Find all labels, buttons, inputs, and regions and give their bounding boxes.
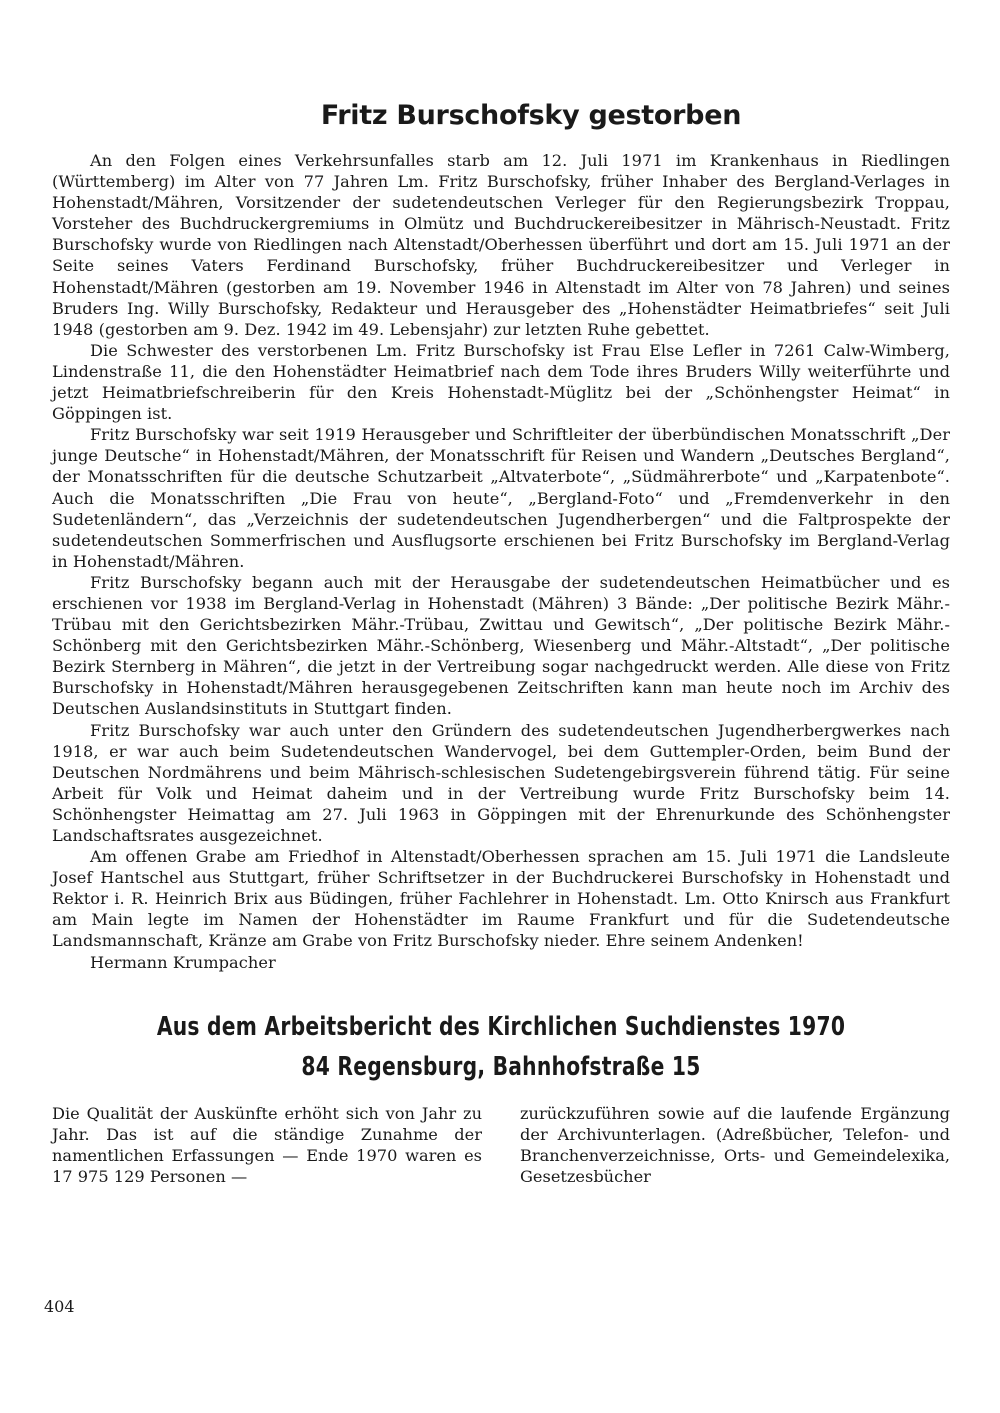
paragraph: Fritz Burschofsky begann auch mit der Herausgabe der sudetendeutschen Heimatbücher und es erschienen vor 1938 im Bergland-Verlag in Hohenstadt (Mähren) 3 Bände: „Der politische Bezirk Mähr.-Trübau mit den Gerichtsbezirken Mähr.-Trübau, Zwittau und Gewitsch“, „Der politische Bezirk Mähr.-Schönberg mit den Gerichtsbezirken Mähr.-Schönberg, Wiesenberg und Mähr.-Altstadt“, „Der politische Bezirk Sternberg in Mähren“, die jetzt in der Vertreibung sogar nachgedruckt werden. Alle diese von Fritz Burschofsky in Hohenstadt/Mähren herausgegebenen Zeitschriften kann man heute noch im Archiv des Deutschen Auslandsinstituts in Stuttgart finden. <box>52 572 950 719</box>
column-text: zurückzuführen sowie auf die laufende Ergänzung der Archivunterlagen. (Adreßbücher, Telefon- und Branchenverzeichnisse, Orts- und Gemeindelexika, Gesetzesbücher <box>520 1103 950 1186</box>
second-article-title <box>151 1007 851 1087</box>
two-column-body <box>52 1103 950 1187</box>
right-column <box>520 1103 950 1187</box>
paragraph: Am offenen Grabe am Friedhof in Altenstadt/Oberhessen sprachen am 15. Juli 1971 die Landsleute Josef Hantschel aus Stuttgart, früher Schriftsetzer in der Buchdruckerei Burschofsky in Hohenstadt und Rektor i. R. Heinrich Brix aus Büdingen, früher Fachlehrer in Hohenstadt. Lm. Otto Knirsch aus Frankfurt am Main legte im Namen der Hohenstädter im Raume Frankfurt und für die Sudetendeutsche Landsmannschaft, Kränze am Grabe von Fritz Burschofsky nieder. Ehre seinem Andenken! <box>52 847 950 951</box>
paragraph: Die Schwester des verstorbenen Lm. Fritz Burschofsky ist Frau Else Lefler in 7261 Calw-Wimberg, Lindenstraße 11, die den Hohenstädter Heimatbrief nach dem Tode ihres Bruders Willy weiterführte und jetzt Heimatbriefschreiberin für den Kreis Hohenstadt-Müglitz bei der „Schönhengster Heimat“ in Göppingen ist. <box>52 340 950 424</box>
document-page <box>52 96 950 1187</box>
article-body <box>52 150 950 973</box>
column-text: Die Qualität der Auskünfte erhöht sich von Jahr zu Jahr. Das ist auf die ständige Zunahme der namentlichen Erfassungen — Ende 1970 waren es 17 975 129 Personen — <box>52 1103 482 1186</box>
page-number: 404 <box>44 1297 75 1316</box>
left-column <box>52 1103 482 1187</box>
paragraph: Fritz Burschofsky war seit 1919 Herausgeber und Schriftleiter der überbündischen Monatsschrift „Der junge Deutsche“ in Hohenstadt/Mähren, der Monatsschrift für Reisen und Wandern „Deutsches Bergland“, der Monatsschriften für die deutsche Schutzarbeit „Altvaterbote“, „Südmährerbote“ und „Karpatenbote“. Auch die Monatsschriften „Die Frau von heute“, „Bergland-Foto“ und „Fremdenverkehr in den Sudetenländern“, das „Verzeichnis der sudetendeutschen Jugendherbergen“ und die Faltprospekte der sudetendeutschen Sommerfrischen und Ausflugsorte erschienen bei Fritz Burschofsky im Bergland-Verlag in Hohenstadt/Mähren. <box>52 425 950 571</box>
author-signature: Hermann Krumpacher <box>90 952 276 972</box>
paragraph: An den Folgen eines Verkehrsunfalles starb am 12. Juli 1971 im Krankenhaus in Riedlingen (Württemberg) im Alter von 77 Jahren Lm. Fritz Burschofsky, früher Inhaber des Bergland-Verlages in Hohenstadt/Mähren, Vorsitzender der sudetendeutschen Verleger für den Regierungsbezirk Troppau, Vorsteher des Buchdruckergremiums in Olmütz und Buchdruckereibesitzer in Mährisch-Neustadt. Fritz Burschofsky wurde von Riedlingen nach Altenstadt/Oberhessen überführt und dort am 15. Juli 1971 an der Seite seines Vaters Ferdinand Burschofsky, früher Buchdruckereibesitzer und Verleger in Hohenstadt/Mähren (gestorben am 19. November 1946 in Altenstadt im Alter von 78 Jahren) und seines Bruders Ing. Willy Burschofsky, Redakteur und Herausgeber des „Hohenstädter Heimatbriefes“ seit Juli 1948 (gestorben am 9. Dez. 1942 im 49. Lebensjahr) zur letzten Ruhe gebettet. <box>52 151 950 339</box>
article-title: Fritz Burschofsky gestorben <box>320 100 742 131</box>
paragraph: Fritz Burschofsky war auch unter den Gründern des sudetendeutschen Jugendherbergwerkes nach 1918, er war auch beim Sudetendeutschen Wandervogel, bei dem Guttempler-Orden, beim Bund der Deutschen Nordmährens und beim Mährisch-schlesischen Sudetengebirgsverein führend tätig. Für seine Arbeit für Volk und Heimat daheim und in der Vertreibung wurde Fritz Burschofsky beim 14. Schönhengster Heimattag am 27. Juli 1963 in Göppingen mit der Ehrenurkunde des Schönhengster Landschaftsrates ausgezeichnet. <box>52 720 950 845</box>
title-line: Aus dem Arbeitsbericht des Kirchlichen Suchdienstes 1970 <box>156 1011 846 1042</box>
title-line: 84 Regensburg, Bahnhofstraße 15 <box>301 1051 701 1082</box>
